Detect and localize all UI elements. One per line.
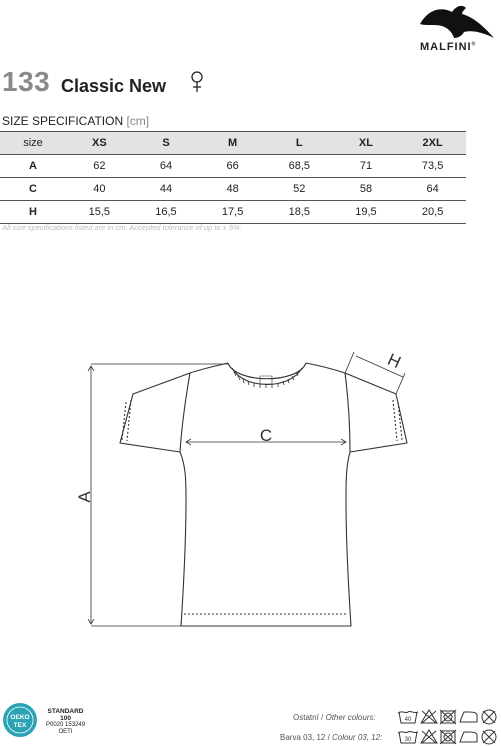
- table-header-row: [0, 132, 466, 155]
- table-cell: 73,5: [399, 155, 466, 178]
- table-cell: 71: [333, 155, 400, 178]
- table-header-cell: L: [266, 132, 333, 155]
- brand-name: MALFINI®: [420, 41, 477, 53]
- no-bleach-icon: [421, 710, 437, 723]
- table-cell: 48: [199, 178, 266, 201]
- other-colours-label: [293, 713, 376, 722]
- cert-institute: OETI: [58, 729, 73, 735]
- table-cell: 52: [266, 178, 333, 201]
- table-cell: 40: [66, 178, 133, 201]
- iron-icon: [460, 732, 477, 742]
- size-spec-unit: [cm]: [126, 114, 150, 128]
- care-symbols-row: [397, 728, 501, 745]
- other-colours-cz: Ostatní /: [293, 713, 326, 722]
- tshirt-technical-drawing: [60, 340, 500, 640]
- cert-standard: STANDARD: [47, 708, 84, 715]
- tolerance-note: All size specifications listed are in cm. Accepted tolerance of up to ± 5%.: [2, 223, 242, 232]
- table-cell: 62: [66, 155, 133, 178]
- tumble-dry-icon: [440, 730, 456, 744]
- row-label: H: [0, 201, 66, 224]
- no-bleach-icon: [421, 730, 437, 743]
- table-header-cell: M: [199, 132, 266, 155]
- table-row: [0, 178, 466, 201]
- colour-0312-cz: Barva 03, 12 /: [280, 733, 333, 742]
- cert-code: P0020 153249: [46, 722, 86, 728]
- table-cell: 20,5: [399, 201, 466, 224]
- table-cell: 64: [133, 155, 200, 178]
- table-cell: 16,5: [133, 201, 200, 224]
- oeko-tex-logo-icon: [2, 702, 38, 738]
- product-number: 133: [2, 66, 51, 97]
- table-cell: 58: [333, 178, 400, 201]
- label-c: C: [259, 426, 273, 445]
- oeko-logo-line2: TEX: [13, 722, 27, 729]
- table-header-cell: XS: [66, 132, 133, 155]
- table-row: [0, 155, 466, 178]
- other-colours-en: Other colours:: [325, 713, 376, 722]
- table-header-cell: S: [133, 132, 200, 155]
- table-cell: 68,5: [266, 155, 333, 178]
- row-label: C: [0, 178, 66, 201]
- wash-temp-2: 30: [404, 737, 412, 743]
- care-symbols-row: [397, 708, 501, 725]
- label-h: H: [384, 349, 404, 373]
- table-header-cell: XL: [333, 132, 400, 155]
- table-header-cell: 2XL: [399, 132, 466, 155]
- bird-logo-icon: [418, 2, 498, 42]
- row-label: A: [0, 155, 66, 178]
- no-dry-clean-icon: [482, 730, 496, 744]
- certification-block: [46, 708, 85, 736]
- table-header-cell: size: [0, 132, 66, 155]
- label-a: A: [75, 491, 94, 503]
- oeko-logo-line1: OEKO: [10, 714, 30, 721]
- table-cell: 44: [133, 178, 200, 201]
- size-table: [0, 131, 466, 224]
- cert-number: 100: [60, 715, 71, 722]
- table-row: [0, 201, 466, 224]
- colour-0312-label: [280, 733, 382, 742]
- no-dry-clean-icon: [482, 710, 496, 724]
- colour-0312-en: Colour 03, 12:: [332, 733, 383, 742]
- iron-icon: [460, 712, 477, 722]
- size-spec-title: [2, 114, 149, 128]
- table-cell: 18,5: [266, 201, 333, 224]
- wash-temp-1: 40: [404, 717, 412, 723]
- table-cell: 19,5: [333, 201, 400, 224]
- table-cell: 66: [199, 155, 266, 178]
- size-spec-title-text: SIZE SPECIFICATION: [2, 114, 124, 128]
- female-symbol-icon: [190, 71, 204, 93]
- tshirt-outline: [120, 363, 407, 626]
- table-cell: 64: [399, 178, 466, 201]
- table-cell: 17,5: [199, 201, 266, 224]
- tumble-dry-icon: [440, 710, 456, 724]
- table-cell: 15,5: [66, 201, 133, 224]
- product-name: Classic New: [61, 76, 167, 96]
